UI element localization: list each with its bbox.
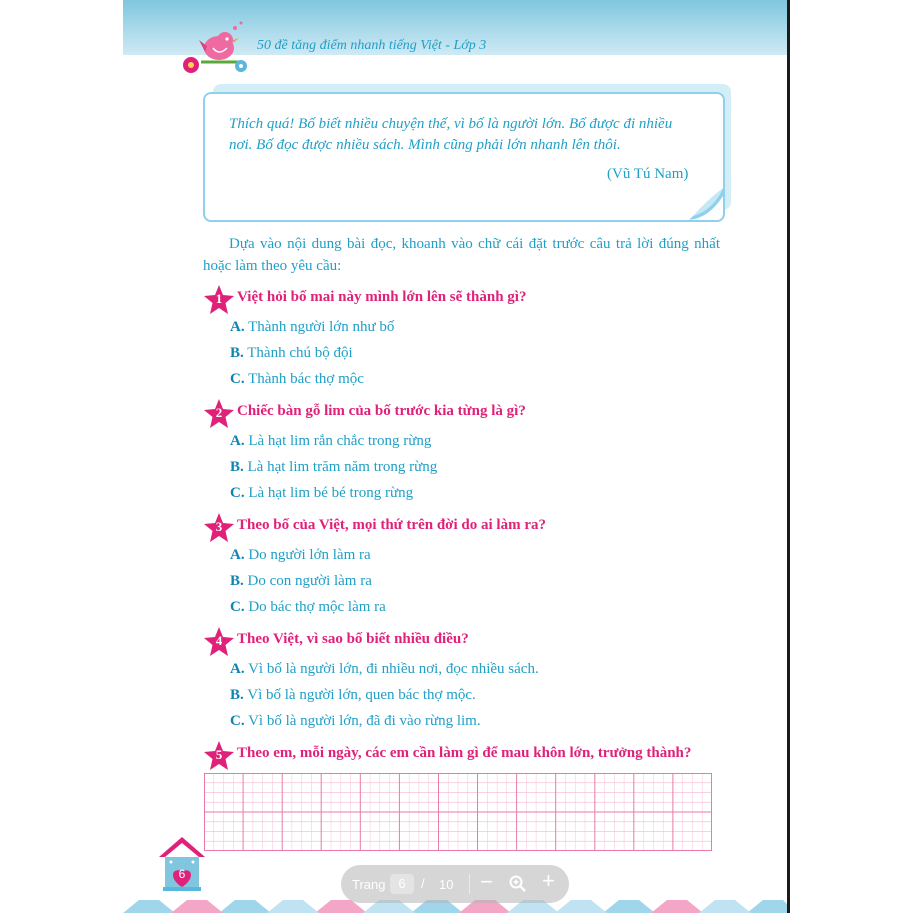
- option-a: [230, 547, 371, 564]
- option-c: [230, 599, 386, 616]
- page-separator: /: [421, 876, 425, 891]
- option-text: Là hạt lim trăm năm trong rừng: [247, 459, 438, 475]
- header-title: 50 đề tăng điểm nhanh tiếng Việt - Lớp 3: [257, 38, 487, 53]
- instruction-text: Dựa vào nội dung bài đọc, khoanh vào chữ cái đặt trước câu trả lời đúng nhất hoặc làm theo yêu cầu:: [203, 236, 720, 274]
- option-text: Là hạt lim rắn chắc trong rừng: [248, 433, 432, 449]
- question-number: 5: [215, 747, 223, 762]
- question-number: 2: [215, 405, 223, 420]
- option-text: Do người lớn làm ra: [248, 547, 371, 563]
- option-letter: A.: [230, 547, 245, 563]
- option-a: [230, 433, 431, 450]
- option-c: [230, 371, 364, 388]
- option-b: [230, 573, 372, 590]
- option-text: Thành chú bộ đội: [247, 345, 353, 361]
- option-b: [230, 459, 437, 476]
- option-letter: C.: [230, 485, 245, 501]
- quote-author: (Vũ Tú Nam): [607, 166, 689, 182]
- option-text: Thành người lớn như bố: [248, 319, 395, 335]
- document-page: [123, 0, 787, 913]
- zoom-out-icon[interactable]: −: [480, 869, 493, 894]
- question-text: Việt hỏi bố mai này mình lớn lên sẽ thành gì?: [237, 289, 527, 305]
- page-label: Trang: [352, 877, 386, 892]
- option-c: [230, 713, 481, 730]
- option-text: Vì bố là người lớn, đi nhiều nơi, đọc nhiều sách.: [248, 661, 539, 677]
- option-text: Thành bác thợ mộc: [248, 371, 364, 387]
- option-letter: A.: [230, 661, 245, 677]
- toolbar-divider: [469, 874, 470, 894]
- quote-box: [203, 92, 725, 222]
- page-number: 6: [178, 867, 186, 881]
- question-text: Theo bố của Việt, mọi thứ trên đời do ai làm ra?: [237, 517, 546, 533]
- option-letter: C.: [230, 713, 245, 729]
- option-letter: B.: [230, 573, 244, 589]
- option-text: Do con người làm ra: [247, 573, 372, 589]
- page-curl-icon: [689, 188, 725, 222]
- writing-grid: [204, 773, 712, 851]
- option-text: Do bác thợ mộc làm ra: [248, 599, 386, 615]
- birdhouse-page-icon: [157, 835, 207, 895]
- question-number: 1: [215, 291, 223, 306]
- pdf-viewer-toolbar: [341, 865, 569, 903]
- zoom-icon[interactable]: [509, 875, 527, 893]
- page-edge: [787, 0, 790, 913]
- option-letter: B.: [230, 687, 244, 703]
- option-letter: B.: [230, 459, 244, 475]
- option-text: Là hạt lim bé bé trong rừng: [248, 485, 414, 501]
- quote-text: Thích quá! Bố biết nhiều chuyện thế, vì bố là người lớn. Bố được đi nhiều nơi. Bố đọc được nhiều sách. Mình cũng phải lớn nhanh lên thôi.: [229, 116, 673, 153]
- option-text: Vì bố là người lớn, đã đi vào rừng lim.: [248, 713, 481, 729]
- option-letter: A.: [230, 319, 245, 335]
- option-b: [230, 687, 476, 704]
- bird-logo-icon: [171, 18, 249, 80]
- option-letter: B.: [230, 345, 244, 361]
- option-text: Vì bố là người lớn, quen bác thợ mộc.: [247, 687, 476, 703]
- option-c: [230, 485, 413, 502]
- total-pages: 10: [439, 877, 454, 892]
- option-b: [230, 345, 353, 362]
- option-a: [230, 661, 539, 678]
- question-number: 4: [215, 633, 223, 648]
- current-page-input[interactable]: 6: [390, 874, 414, 894]
- option-a: [230, 319, 394, 336]
- question-number: 3: [215, 519, 223, 534]
- zoom-in-icon[interactable]: +: [542, 868, 555, 893]
- option-letter: C.: [230, 371, 245, 387]
- option-letter: A.: [230, 433, 245, 449]
- question-text: Theo Việt, vì sao bố biết nhiều điều?: [237, 631, 469, 647]
- question-text: Chiếc bàn gỗ lim của bố trước kia từng là gì?: [237, 403, 526, 419]
- question-text: Theo em, mỗi ngày, các em cần làm gì để mau khôn lớn, trưởng thành?: [237, 745, 692, 761]
- option-letter: C.: [230, 599, 245, 615]
